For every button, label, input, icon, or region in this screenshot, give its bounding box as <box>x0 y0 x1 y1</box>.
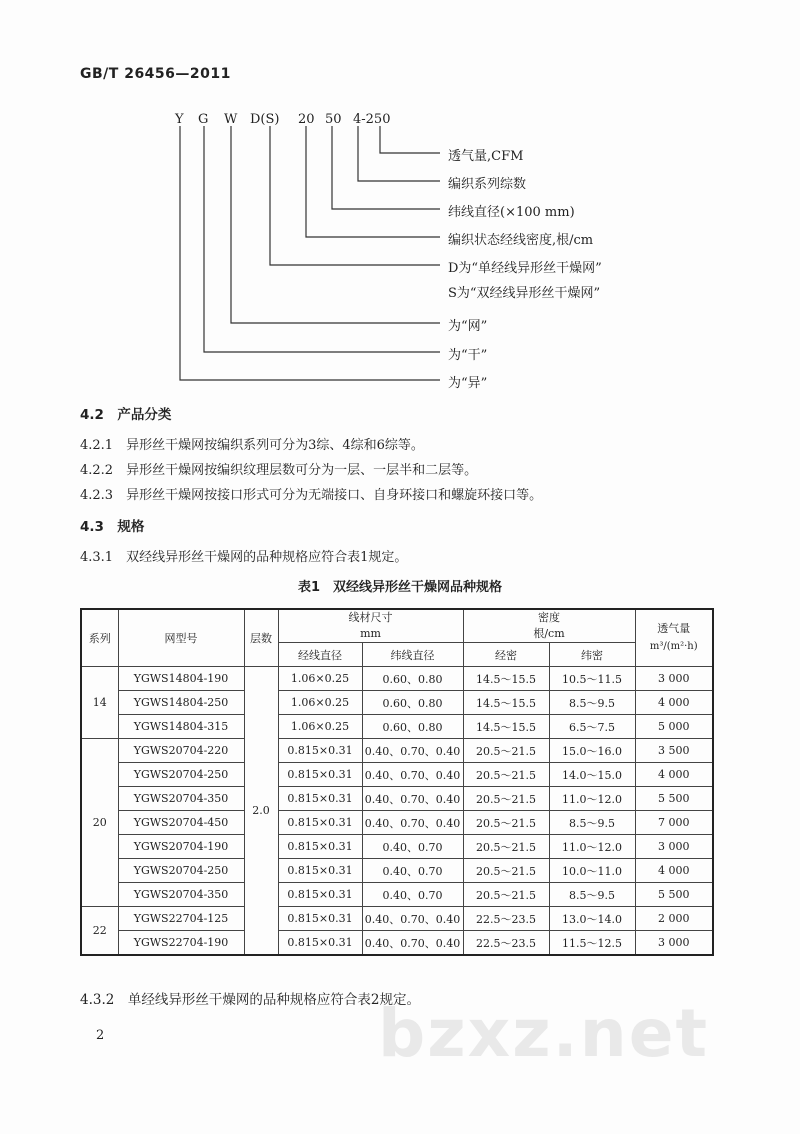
cell-warp-d: 20.5～21.5 <box>463 835 549 859</box>
table-row <box>81 715 713 739</box>
cell-weft: 0.60、0.80 <box>362 715 463 739</box>
cell-warp-d: 14.5～15.5 <box>463 667 549 691</box>
cell-model: YGWS22704-125 <box>118 907 244 931</box>
header-air-unit: m³/(m²·h) <box>649 641 698 652</box>
cell-warp: 0.815×0.31 <box>278 763 362 787</box>
clause-4-3-2: 4.3.2 单经线异形丝干燥网的品种规格应符合表2规定。 <box>80 992 420 1008</box>
cell-model: YGWS20704-250 <box>118 763 244 787</box>
cell-weft: 0.40、0.70、0.40 <box>362 931 463 956</box>
cell-warp: 0.815×0.31 <box>278 739 362 763</box>
cell-weft-d: 11.0～12.0 <box>549 787 635 811</box>
cell-warp-d: 20.5～21.5 <box>463 883 549 907</box>
cell-model: YGWS22704-190 <box>118 931 244 956</box>
section-4-3-heading: 4.3 规格 <box>80 519 145 535</box>
cell-warp: 0.815×0.31 <box>278 907 362 931</box>
table-row <box>81 907 713 931</box>
cell-weft-d: 6.5～7.5 <box>549 715 635 739</box>
watermark: bzxz.net <box>378 995 710 1072</box>
cell-air: 4 000 <box>635 859 713 883</box>
table-row <box>81 835 713 859</box>
header-wire-unit: mm <box>360 627 381 640</box>
cell-weft: 0.60、0.80 <box>362 667 463 691</box>
cell-warp-d: 20.5～21.5 <box>463 859 549 883</box>
cell-warp: 1.06×0.25 <box>278 715 362 739</box>
table-row <box>81 883 713 907</box>
header-wire-size-label: 线材尺寸 <box>348 611 393 624</box>
table-row <box>81 787 713 811</box>
cell-air: 5 500 <box>635 787 713 811</box>
code-label-d: D为“单经线异形丝干燥网” <box>448 261 602 276</box>
cell-weft: 0.60、0.80 <box>362 691 463 715</box>
cell-model: YGWS20704-190 <box>118 835 244 859</box>
series-cell: 22 <box>81 907 118 956</box>
code-label-s: S为“双经线异形丝干燥网” <box>448 286 601 301</box>
cell-warp-d: 14.5～15.5 <box>463 715 549 739</box>
clause-4-2-3: 4.2.3 异形丝干燥网按接口形式可分为无端接口、自身环接口和螺旋环接口等。 <box>80 488 543 503</box>
cell-weft-d: 8.5～9.5 <box>549 691 635 715</box>
clause-4-3-1: 4.3.1 双经线异形丝干燥网的品种规格应符合表1规定。 <box>80 550 408 565</box>
cell-warp: 0.815×0.31 <box>278 931 362 956</box>
header-density-label: 密度 <box>538 611 560 624</box>
code-part-ds: D(S) <box>250 112 280 127</box>
header-series: 系列 <box>81 609 118 667</box>
spec-table-body <box>81 667 713 956</box>
table-row <box>81 859 713 883</box>
cell-model: YGWS20704-350 <box>118 883 244 907</box>
standard-number: GB/T 26456—2011 <box>80 66 231 82</box>
cell-model: YGWS20704-350 <box>118 787 244 811</box>
cell-warp: 0.815×0.31 <box>278 883 362 907</box>
cell-model: YGWS14804-315 <box>118 715 244 739</box>
cell-warp: 0.815×0.31 <box>278 835 362 859</box>
section-4-2-heading: 4.2 产品分类 <box>80 407 172 423</box>
table-row <box>81 691 713 715</box>
code-part-4-250: 4-250 <box>353 112 391 127</box>
series-cell: 20 <box>81 739 118 907</box>
cell-air: 5 000 <box>635 715 713 739</box>
cell-weft: 0.40、0.70 <box>362 835 463 859</box>
cell-model: YGWS20704-220 <box>118 739 244 763</box>
header-warp-density: 经密 <box>463 643 549 667</box>
header-model: 网型号 <box>118 609 244 667</box>
layers-cell: 2.0 <box>244 667 278 956</box>
code-label-weft-diameter: 纬线直径(×100 mm) <box>448 205 575 220</box>
code-label-g: 为“干” <box>448 348 488 363</box>
code-part-50: 50 <box>325 112 342 127</box>
code-label-y: 为“异” <box>448 376 488 391</box>
cell-warp-d: 20.5～21.5 <box>463 739 549 763</box>
cell-weft: 0.40、0.70 <box>362 883 463 907</box>
code-label-w: 为“网” <box>448 319 488 334</box>
cell-air: 3 500 <box>635 739 713 763</box>
cell-warp: 0.815×0.31 <box>278 811 362 835</box>
code-diagram-lines <box>0 0 800 400</box>
code-part-g: G <box>198 112 209 127</box>
cell-air: 4 000 <box>635 763 713 787</box>
table-row <box>81 931 713 956</box>
spec-table <box>80 608 714 956</box>
cell-weft-d: 8.5～9.5 <box>549 811 635 835</box>
cell-model: YGWS20704-250 <box>118 859 244 883</box>
clause-4-2-1: 4.2.1 异形丝干燥网按编织系列可分为3综、4综和6综等。 <box>80 438 424 453</box>
cell-warp-d: 20.5～21.5 <box>463 763 549 787</box>
header-wire-size <box>278 609 463 643</box>
cell-weft: 0.40、0.70 <box>362 859 463 883</box>
cell-air: 3 000 <box>635 931 713 956</box>
header-density <box>463 609 635 643</box>
code-label-series: 编织系列综数 <box>448 177 527 192</box>
header-warp-diameter: 经线直径 <box>278 643 362 667</box>
clause-4-2-2: 4.2.2 异形丝干燥网按编织纹理层数可分为一层、一层半和二层等。 <box>80 463 478 478</box>
cell-weft-d: 14.0～15.0 <box>549 763 635 787</box>
header-weft-diameter: 纬线直径 <box>362 643 463 667</box>
header-weft-density: 纬密 <box>549 643 635 667</box>
cell-weft: 0.40、0.70、0.40 <box>362 763 463 787</box>
code-part-y: Y <box>175 112 184 127</box>
code-label-air: 透气量,CFM <box>448 149 524 164</box>
code-part-20: 20 <box>298 112 315 127</box>
cell-model: YGWS20704-450 <box>118 811 244 835</box>
cell-air: 2 000 <box>635 907 713 931</box>
cell-warp: 0.815×0.31 <box>278 859 362 883</box>
cell-weft-d: 11.5～12.5 <box>549 931 635 956</box>
table-row <box>81 667 713 691</box>
cell-warp: 0.815×0.31 <box>278 787 362 811</box>
cell-weft-d: 11.0～12.0 <box>549 835 635 859</box>
series-cell: 14 <box>81 667 118 739</box>
header-density-unit: 根/cm <box>533 627 565 640</box>
cell-weft: 0.40、0.70、0.40 <box>362 787 463 811</box>
page-number: 2 <box>96 1028 105 1043</box>
cell-weft-d: 10.5～11.5 <box>549 667 635 691</box>
cell-model: YGWS14804-250 <box>118 691 244 715</box>
cell-model: YGWS14804-190 <box>118 667 244 691</box>
cell-warp-d: 20.5～21.5 <box>463 811 549 835</box>
header-air-permeability <box>635 609 713 667</box>
header-layers: 层数 <box>244 609 278 667</box>
cell-warp-d: 14.5～15.5 <box>463 691 549 715</box>
cell-weft-d: 8.5～9.5 <box>549 883 635 907</box>
table-row <box>81 739 713 763</box>
cell-air: 3 000 <box>635 835 713 859</box>
cell-weft-d: 13.0～14.0 <box>549 907 635 931</box>
cell-weft: 0.40、0.70、0.40 <box>362 739 463 763</box>
cell-air: 4 000 <box>635 691 713 715</box>
cell-air: 5 500 <box>635 883 713 907</box>
table-row <box>81 811 713 835</box>
cell-weft-d: 10.0～11.0 <box>549 859 635 883</box>
cell-air: 3 000 <box>635 667 713 691</box>
cell-weft: 0.40、0.70、0.40 <box>362 907 463 931</box>
cell-warp-d: 22.5～23.5 <box>463 907 549 931</box>
cell-weft-d: 15.0～16.0 <box>549 739 635 763</box>
table-1-caption: 表1 双经线异形丝干燥网品种规格 <box>297 580 503 595</box>
cell-weft: 0.40、0.70、0.40 <box>362 811 463 835</box>
code-part-w: W <box>224 112 238 127</box>
cell-warp-d: 22.5～23.5 <box>463 931 549 956</box>
cell-air: 7 000 <box>635 811 713 835</box>
header-air-label: 透气量 <box>657 622 691 635</box>
cell-warp: 1.06×0.25 <box>278 667 362 691</box>
cell-warp-d: 20.5～21.5 <box>463 787 549 811</box>
code-label-warp-density: 编织状态经线密度,根/cm <box>448 233 594 248</box>
cell-warp: 1.06×0.25 <box>278 691 362 715</box>
table-row <box>81 763 713 787</box>
